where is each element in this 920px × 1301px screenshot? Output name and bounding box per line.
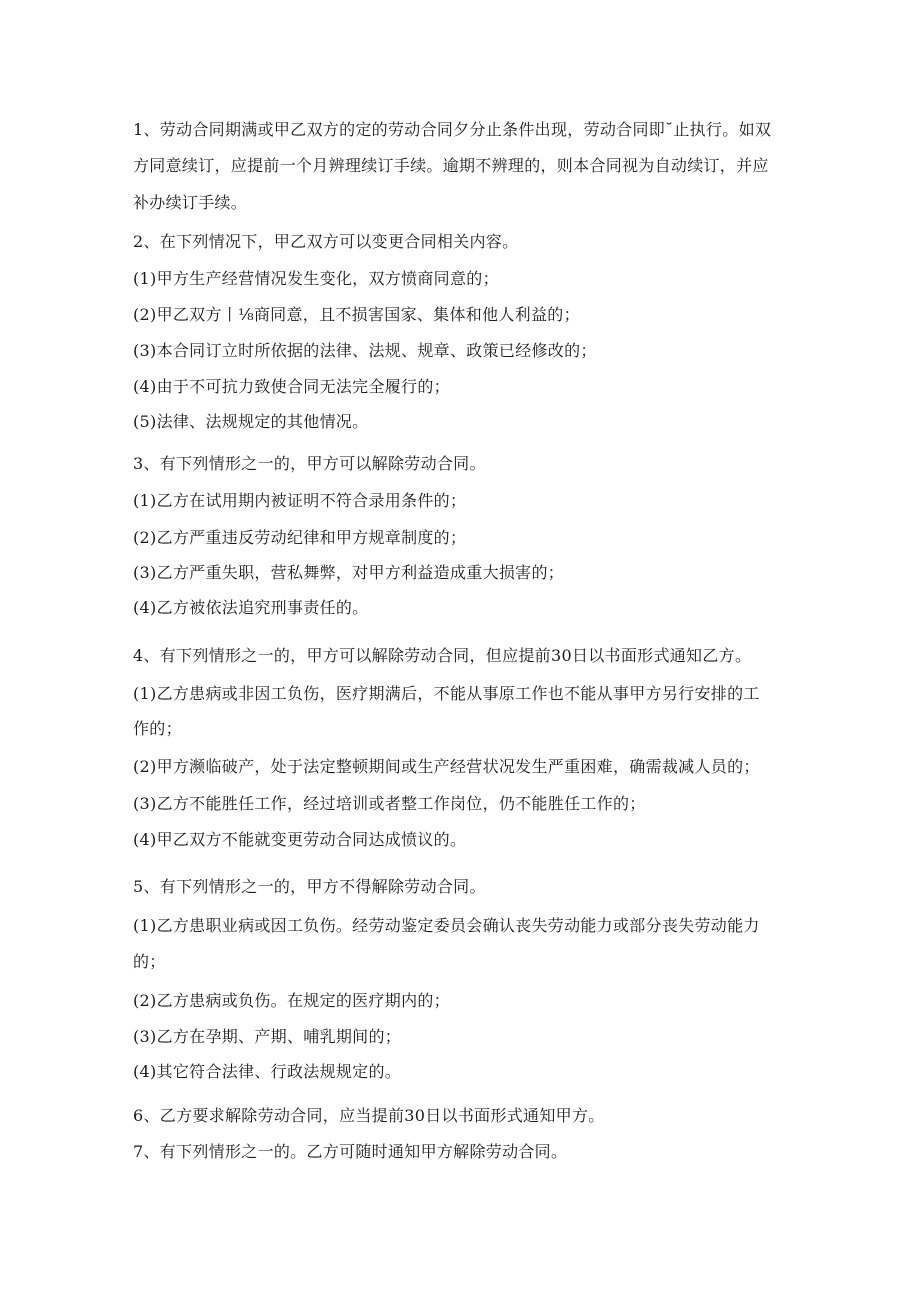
clause-5-item-4: (4)其它符合法律、行政法规规定的。 <box>133 1062 402 1081</box>
clause-6: 6、乙方要求解除劳动合同，应当提前30日以书面形式通知甲方。 <box>133 1106 605 1125</box>
clause-2-item-4: (4)由于不可抗力致使合同无法完全履行的； <box>133 377 450 396</box>
clause-4-item-4: (4)甲乙双方不能就变更劳动合同达成愤议的。 <box>133 830 467 849</box>
clause-3-item-3: (3)乙方严重失职，营私舞弊，对甲方利益造成重大损害的； <box>133 563 565 582</box>
clause-5-item-1-line-1: (1)乙方患职业病或因工负伤。经劳动鉴定委员会确认丧失劳动能力或部分丧失劳动能力 <box>133 916 760 935</box>
clause-3-item-4: (4)乙方被依法追究刑事责任的。 <box>133 598 369 617</box>
clause-4-item-3: (3)乙方不能胜任工作，经过培训或者整工作岗位，仍不能胜任工作的； <box>133 794 646 813</box>
clause-5-item-2: (2)乙方患病或负伤。在规定的医疗期内的； <box>133 991 450 1010</box>
clause-4-item-1-line-2: 作的； <box>133 719 182 738</box>
clause-2-item-1: (1)甲方生产经营情况发生变化，双方愤商同意的； <box>133 269 499 288</box>
clause-2-item-5: (5)法律、法规规定的其他情况。 <box>133 412 369 431</box>
clause-3-heading: 3、有下列情形之一的，甲方可以解除劳动合同。 <box>133 454 486 473</box>
clause-5-item-1-line-2: 的； <box>133 952 166 971</box>
clause-1-line-3: 补办续订手续。 <box>133 193 248 212</box>
clause-7: 7、有下列情形之一的。乙方可随时通知甲方解除劳动合同。 <box>133 1142 568 1161</box>
clause-2-heading: 2、在下列情况下，甲乙双方可以变更合同相关内容。 <box>133 232 519 251</box>
clause-2-item-2: (2)甲乙双方丨⅛商同意，且不损害国家、集体和他人利益的； <box>133 305 580 324</box>
clause-1-line-1: 1、劳动合同期满或甲乙双方的定的劳动合同夕分止条件出现，劳动合同即˘止执行。如双 <box>133 120 772 139</box>
clause-3-item-1: (1)乙方在试用期内被证明不符合录用条件的； <box>133 491 467 510</box>
clause-4-item-1-line-1: (1)乙方患病或非因工负伤，医疗期满后，不能从事原工作也不能从事甲方另行安排的工 <box>133 684 760 703</box>
clause-1-line-2: 方同意续订，应提前一个月辨理续订手续。逾期不辨理的，则本合同视为自动续订，并应 <box>133 156 769 175</box>
clause-5-heading: 5、有下列情形之一的，甲方不得解除劳动合同。 <box>133 877 486 896</box>
clause-4-heading: 4、有下列情形之一的，甲方可以解除劳动合同，但应提前30日以书面形式通知乙方。 <box>133 646 752 665</box>
clause-5-item-3: (3)乙方在孕期、产期、哺乳期间的； <box>133 1027 402 1046</box>
clause-3-item-2: (2)乙方严重违反劳动纪律和甲方规章制度的； <box>133 528 467 547</box>
clause-2-item-3: (3)本合同订立时所依据的法律、法规、规章、政策已经修改的； <box>133 341 597 360</box>
clause-4-item-2: (2)甲方濒临破产，处于法定整顿期间或生产经营状况发生严重困难，确需裁减人员的； <box>133 757 760 776</box>
